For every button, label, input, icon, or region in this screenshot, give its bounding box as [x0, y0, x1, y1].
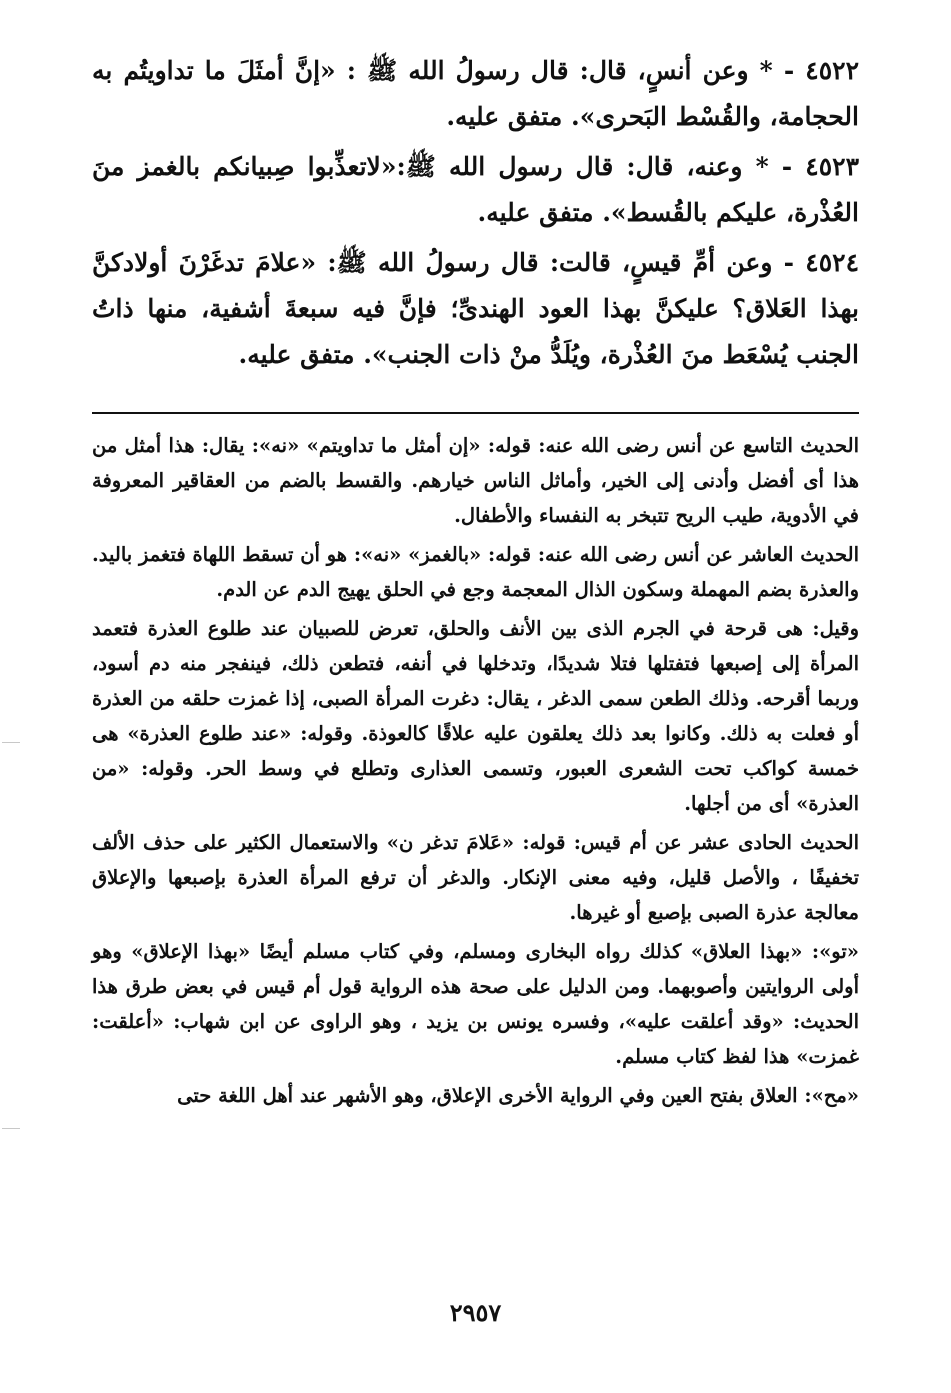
- page-number: ٢٩٥٧: [449, 1298, 502, 1327]
- note-paragraph-4: الحديث الحادى عشر عن أم قيس: قوله: «عَلامَ تدغر ن» والاستعمال الكثير على حذف الألف تخفيفًا ، والأصل قليل، وفيه معنى الإنكار. والدغر أن ترفع المرأة العذرة بإصبعها والإعلاق معالجة عذرة الصبى بإصبع أو غيرها.: [92, 831, 859, 924]
- hadith-4524: ٤٥٢٤ - وعن أمِّ قيسٍ، قالت: قال رسولُ الله ﷺ: «علامَ تدغَرْنَ أولادكنَّ بهذا العَلاق؟ عليكنَّ بهذا العود الهندىِّ؛ فإنَّ فيه سبعةَ أشفية، منها ذاتُ الجنب يُسْعَط منَ العُذْرة، ويُلَدُّ منْ ذات الجنب». متفق عليه.: [92, 248, 859, 369]
- scan-margin-mark: [2, 1128, 20, 1129]
- note-paragraph-6: «مح»: العلاق بفتح العين وفي الرواية الأخرى الإعلاق، وهو الأشهر عند أهل اللغة حتى: [177, 1084, 859, 1107]
- hadith-4523: ٤٥٢٣ - * وعنه، قال: قال رسول الله ﷺ:«لاتعذِّبوا صِبيانكم بالغمز منَ العُذْرة، عليكم بالقُسط». متفق عليه.: [92, 152, 859, 227]
- note-paragraph-2: الحديث العاشر عن أنس رضى الله عنه: قوله: «بالغمز» «نه»: هو أن تسقط اللهاة فتغمز باليد. والعذرة بضم المهملة وسكون الذال المعجمة وجع في الحلق يهيج الدم عن الدم.: [92, 543, 859, 601]
- note-paragraph-5: «تو»: «بهذا العلاق» كذلك رواه البخارى ومسلم، وفي كتاب مسلم أيضًا «بهذا الإعلاق» وهو أولى الروايتين وأصوبهما. ومن الدليل على صحة هذه الرواية قول أم قيس في بعض طرق هذا الحديث: «وقد أعلقت عليه»، وفسره يونس بن يزيد ، وهو الراوى عن ابن شهاب: «أعلقت: غمزت» هذا لفظ كتاب مسلم.: [92, 940, 859, 1068]
- note-paragraph-3: وقيل: هى قرحة في الجرم الذى بين الأنف والحلق، تعرض للصبيان عند طلوع العذرة فتعمد المرأة إلى إصبعها فتفتلها فتلا شديدًا، وتدخلها في أنفه، فتطعن ذلك، فينفجر منه دم أسود، وربما أقرحه. وذلك الطعن سمى الدغر ، يقال: دغرت المرأة الصبى، إذا غمزت حلقه من العذرة أو فعلت به ذلك. وكانوا بعد ذلك يعلقون عليه علاقًا كالعوذة. وقوله: «عند طلوع العذرة» هى خمسة كواكب تحت الشعرى العبور، وتسمى العذارى وتطلع في وسط الحر. وقوله: «من العذرة» أى من أجلها.: [92, 617, 859, 815]
- scan-margin-mark: [2, 742, 20, 743]
- note-paragraph-1: الحديث التاسع عن أنس رضى الله عنه: قوله: «إن أمثل ما تداويتم» «نه»: يقال: هذا أمثل من هذا أى أفضل وأدنى إلى الخير، وأماثل الناس خيارهم. والقسط بالضم من العقاقير المعروفة في الأدوية، طيب الريح تتبخر به النفساء والأطفال.: [92, 434, 859, 527]
- hadith-list: [92, 48, 859, 378]
- footnote-divider: [92, 412, 859, 414]
- commentary-notes: [92, 428, 859, 1113]
- hadith-4522: ٤٥٢٢ - * وعن أنسٍ، قال: قال رسولُ الله ﷺ : «إنَّ أمثَلَ ما تداويتُم به الحجامة، والقُسْط البَحرى». متفق عليه.: [92, 56, 859, 131]
